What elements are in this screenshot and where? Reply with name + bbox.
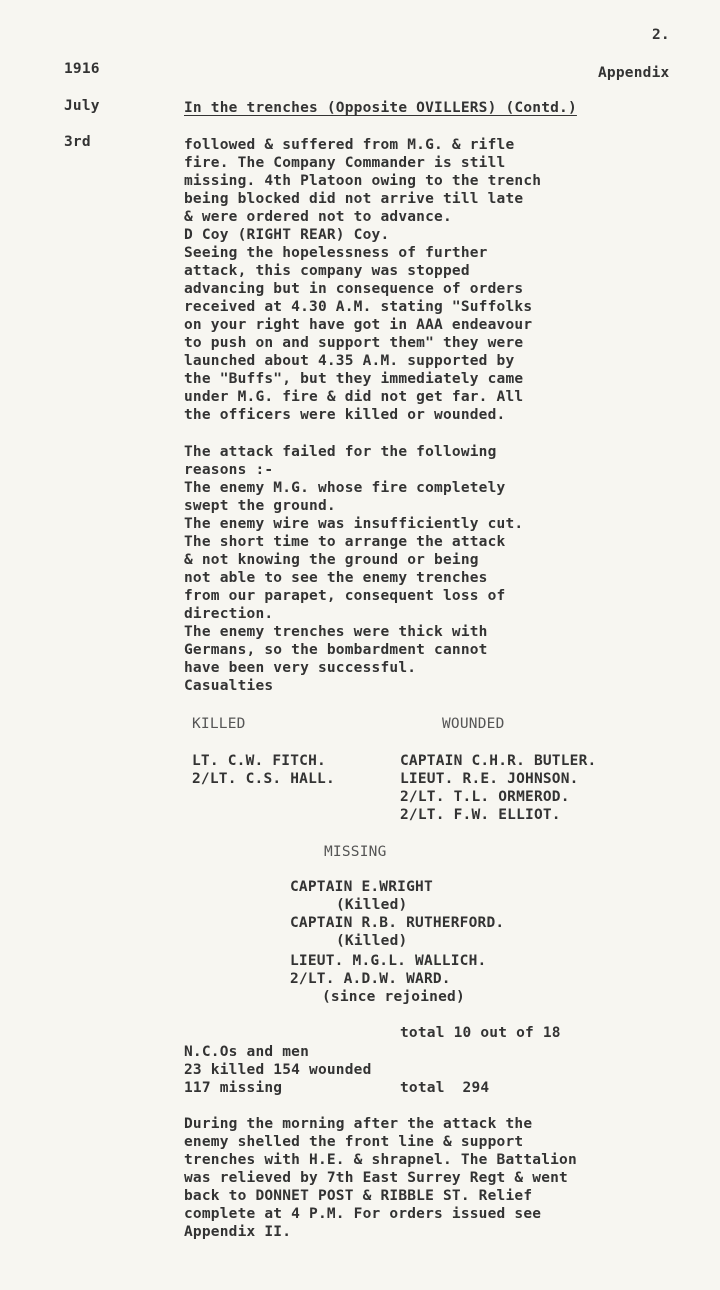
wounded-officer: CAPTAIN C.H.R. BUTLER. bbox=[400, 753, 597, 769]
nco-total: total 294 bbox=[400, 1080, 490, 1096]
month-label: July bbox=[64, 98, 100, 114]
nco-killed-wounded: 23 killed 154 wounded bbox=[184, 1062, 372, 1078]
text-line: The attack failed for the following bbox=[184, 444, 497, 460]
missing-officer: CAPTAIN E.WRIGHT bbox=[290, 879, 433, 895]
text-line: advancing but in consequence of orders bbox=[184, 281, 524, 297]
text-line: back to DONNET POST & RIBBLE ST. Relief bbox=[184, 1188, 533, 1204]
appendix-label: Appendix bbox=[598, 65, 670, 81]
text-line: the "Buffs", but they immediately came bbox=[184, 371, 524, 387]
paragraph-attack-details bbox=[184, 136, 684, 424]
officers-total: total 10 out of 18 bbox=[400, 1025, 561, 1041]
text-line: D Coy (RIGHT REAR) Coy. bbox=[184, 227, 390, 243]
text-line: Appendix II. bbox=[184, 1224, 292, 1240]
killed-officer: LT. C.W. FITCH. bbox=[192, 753, 326, 769]
text-line: not able to see the enemy trenches bbox=[184, 570, 488, 586]
text-line: The enemy trenches were thick with bbox=[184, 624, 488, 640]
missing-officer: 2/LT. A.D.W. WARD. bbox=[290, 971, 451, 987]
paragraph-failure-reasons bbox=[184, 443, 684, 695]
text-line: received at 4.30 A.M. stating "Suffolks bbox=[184, 299, 533, 315]
text-line: The enemy wire was insufficiently cut. bbox=[184, 516, 524, 532]
text-line: have been very successful. bbox=[184, 660, 417, 676]
killed-officer: 2/LT. C.S. HALL. bbox=[192, 771, 335, 787]
text-line: swept the ground. bbox=[184, 498, 336, 514]
text-line: Seeing the hopelessness of further bbox=[184, 245, 488, 261]
missing-officer: CAPTAIN R.B. RUTHERFORD. bbox=[290, 915, 505, 931]
year-label: 1916 bbox=[64, 61, 100, 77]
paragraph-relief bbox=[184, 1115, 684, 1241]
text-line: & not knowing the ground or being bbox=[184, 552, 479, 568]
text-line: from our parapet, consequent loss of bbox=[184, 588, 506, 604]
text-line: The short time to arrange the attack bbox=[184, 534, 506, 550]
text-line: Germans, so the bombardment cannot bbox=[184, 642, 488, 658]
text-line: Casualties bbox=[184, 678, 274, 694]
text-line: the officers were killed or wounded. bbox=[184, 407, 506, 423]
text-line: The enemy M.G. whose fire completely bbox=[184, 480, 506, 496]
text-line: trenches with H.E. & shrapnel. The Battalion bbox=[184, 1152, 577, 1168]
text-line: & were ordered not to advance. bbox=[184, 209, 452, 225]
text-line: attack, this company was stopped bbox=[184, 263, 470, 279]
missing-note: (since rejoined) bbox=[322, 989, 465, 1005]
missing-heading: MISSING bbox=[324, 844, 387, 860]
missing-note: (Killed) bbox=[336, 897, 408, 913]
nco-heading: N.C.Os and men bbox=[184, 1044, 310, 1060]
nco-missing: 117 missing bbox=[184, 1080, 283, 1096]
wounded-officer: LIEUT. R.E. JOHNSON. bbox=[400, 771, 579, 787]
text-line: was relieved by 7th East Surrey Regt & went bbox=[184, 1170, 568, 1186]
text-line: under M.G. fire & did not get far. All bbox=[184, 389, 524, 405]
page-number: 2. bbox=[652, 27, 670, 43]
text-line: During the morning after the attack the bbox=[184, 1116, 533, 1132]
text-line: enemy shelled the front line & support bbox=[184, 1134, 524, 1150]
text-line: complete at 4 P.M. For orders issued see bbox=[184, 1206, 542, 1222]
text-line: on your right have got in AAA endeavour bbox=[184, 317, 533, 333]
text-line: being blocked did not arrive till late bbox=[184, 191, 524, 207]
text-line: fire. The Company Commander is still bbox=[184, 155, 506, 171]
text-line: reasons :- bbox=[184, 462, 274, 478]
wounded-officer: 2/LT. T.L. ORMEROD. bbox=[400, 789, 570, 805]
wounded-officer: 2/LT. F.W. ELLIOT. bbox=[400, 807, 561, 823]
killed-heading: KILLED bbox=[192, 716, 246, 732]
text-line: to push on and support them" they were bbox=[184, 335, 524, 351]
missing-note: (Killed) bbox=[336, 933, 408, 949]
page-title: In the trenches (Opposite OVILLERS) (Contd.) bbox=[184, 100, 577, 116]
text-line: followed & suffered from M.G. & rifle bbox=[184, 137, 515, 153]
text-line: direction. bbox=[184, 606, 274, 622]
wounded-heading: WOUNDED bbox=[442, 716, 505, 732]
day-label: 3rd bbox=[64, 134, 91, 150]
text-line: missing. 4th Platoon owing to the trench bbox=[184, 173, 542, 189]
text-line: launched about 4.35 A.M. supported by bbox=[184, 353, 515, 369]
missing-officer: LIEUT. M.G.L. WALLICH. bbox=[290, 953, 487, 969]
